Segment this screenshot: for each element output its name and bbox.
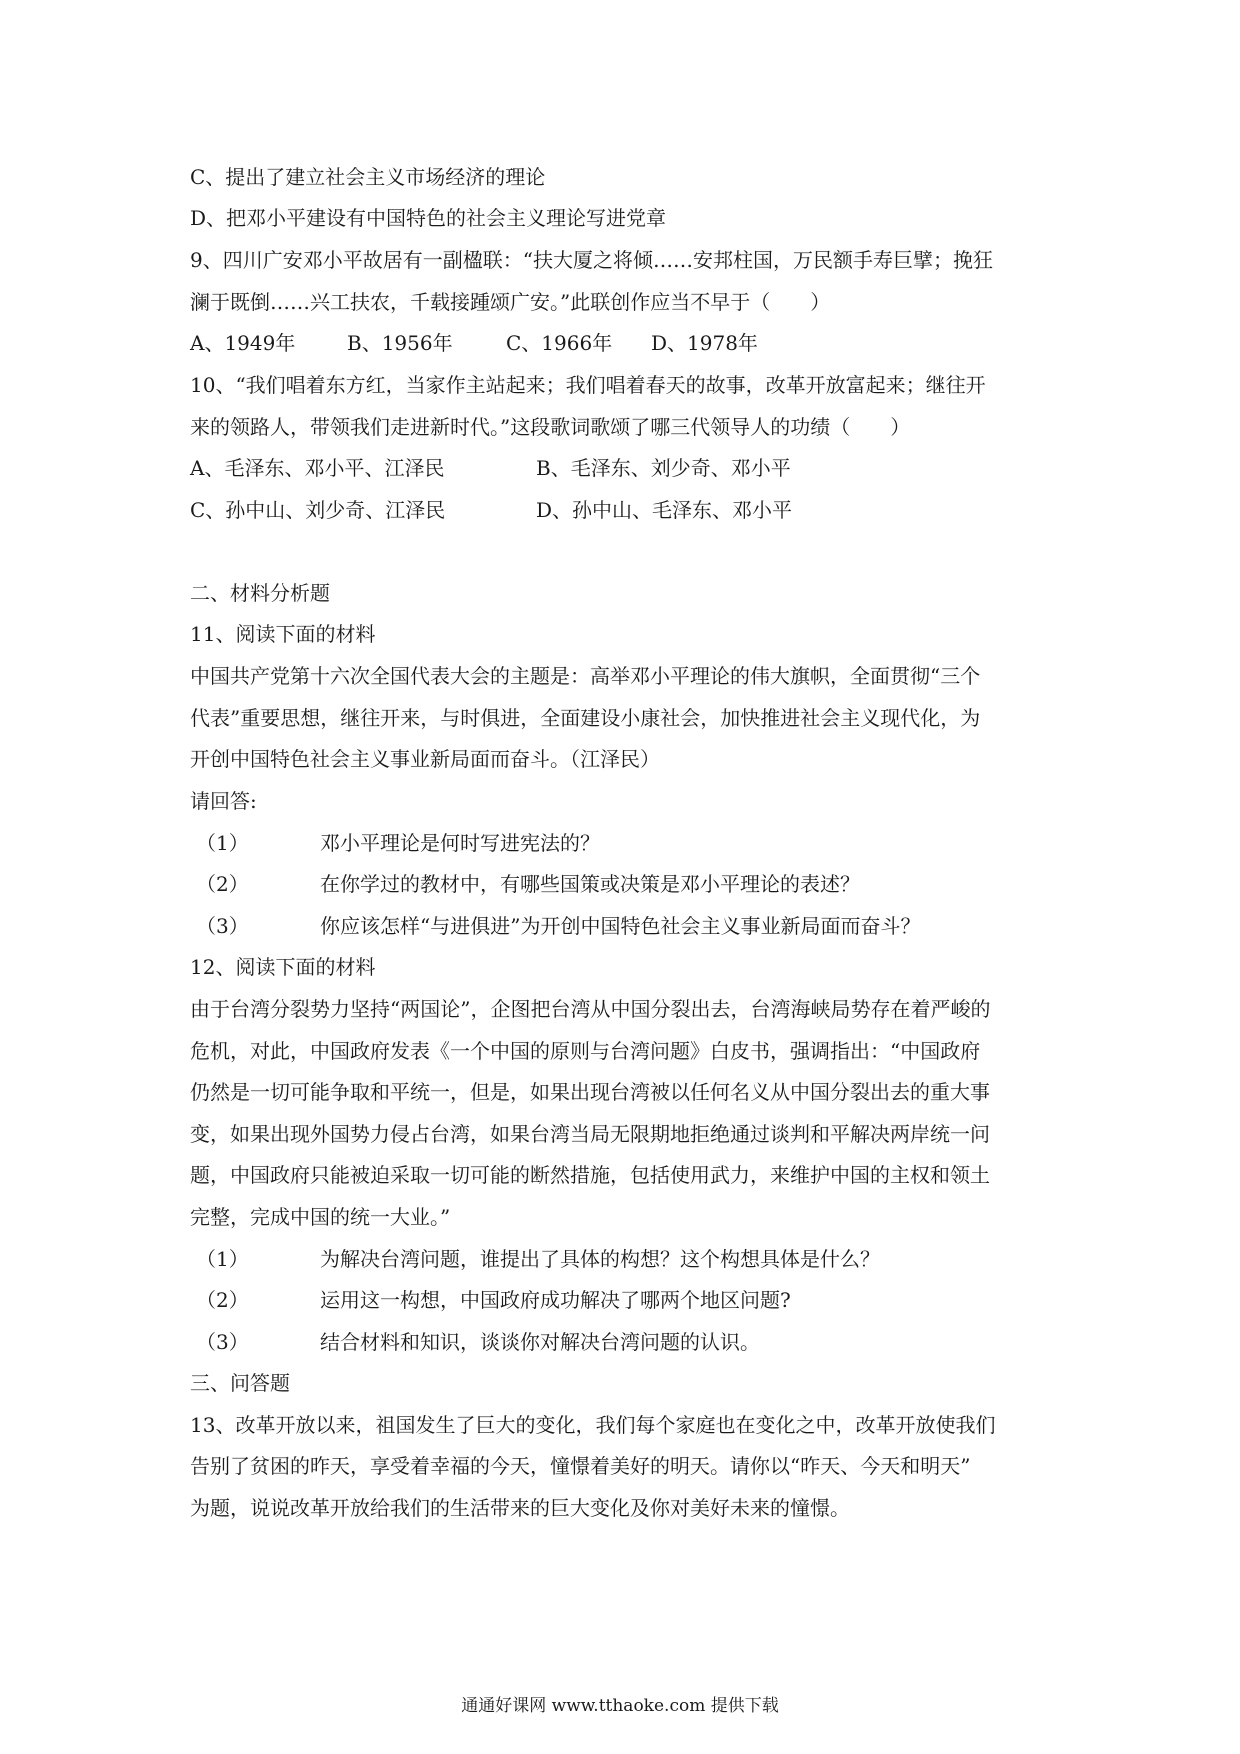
q11-sub3-text: 你应该怎样“与进俱进”为开创中国特色社会主义事业新局面而奋斗？ [320, 914, 921, 938]
q11-sub2-number: （2） [196, 872, 249, 896]
q11-sub1-number: （1） [196, 831, 249, 855]
q11-heading: 11、阅读下面的材料 [190, 622, 376, 646]
q11-material-line3: 开创中国特色社会主义事业新局面而奋斗。（江泽民） [190, 747, 660, 771]
q11-material-line2: 代表”重要思想，继往开来，与时俱进，全面建设小康社会，加快推进社会主义现代化，为 [190, 706, 981, 730]
q10-stem-line1: 10、“我们唱着东方红，当家作主站起来；我们唱着春天的故事，改革开放富起来；继往开 [190, 373, 986, 397]
q12-material-line5: 题，中国政府只能被迫采取一切可能的断然措施，包括使用武力，来维护中国的主权和领土 [190, 1163, 990, 1187]
q12-material-line3: 仍然是一切可能争取和平统一，但是，如果出现台湾被以任何名义从中国分裂出去的重大事 [190, 1080, 990, 1104]
q12-sub1-text: 为解决台湾问题，谁提出了具体的构想？这个构想具体是什么？ [320, 1247, 880, 1271]
q9-option-b: B、1956年 [347, 331, 453, 355]
q10-option-d: D、孙中山、毛泽东、邓小平 [536, 498, 793, 522]
q11-sub3-number: （3） [196, 914, 249, 938]
q13-line3: 为题，说说改革开放给我们的生活带来的巨大变化及你对美好未来的憧憬。 [190, 1496, 850, 1520]
q8-option-d: D、把邓小平建设有中国特色的社会主义理论写进党章 [190, 206, 667, 230]
q9-option-c: C、1966年 [506, 331, 613, 355]
q12-heading: 12、阅读下面的材料 [190, 955, 376, 979]
q10-option-c: C、孙中山、刘少奇、江泽民 [190, 498, 446, 522]
q12-sub3-text: 结合材料和知识，谈谈你对解决台湾问题的认识。 [320, 1330, 760, 1354]
q12-material-line4: 变，如果出现外国势力侵占台湾，如果台湾当局无限期地拒绝通过谈判和平解决两岸统一问 [190, 1122, 990, 1146]
q11-material-line1: 中国共产党第十六次全国代表大会的主题是：高举邓小平理论的伟大旗帜，全面贯彻“三个 [190, 664, 981, 688]
q9-stem-line2: 澜于既倒……兴工扶农，千载接踵颂广安。”此联创作应当不早于（ ） [190, 290, 831, 314]
q9-stem-line1: 9、四川广安邓小平故居有一副楹联：“扶大厦之将倾……安邦柱国，万民额手寿巨擘；挽狂 [190, 248, 993, 272]
q11-sub2-text: 在你学过的教材中，有哪些国策或决策是邓小平理论的表述？ [320, 872, 860, 896]
page-footer: 通通好课网 www.tthaoke.com 提供下载 [461, 1696, 779, 1716]
q12-sub2-number: （2） [196, 1288, 249, 1312]
q9-option-a: A、1949年 [190, 331, 296, 355]
q12-sub1-number: （1） [196, 1247, 249, 1271]
q12-sub3-number: （3） [196, 1330, 249, 1354]
q12-sub2-text: 运用这一构想，中国政府成功解决了哪两个地区问题? [320, 1288, 791, 1312]
section2-title: 二、材料分析题 [190, 581, 330, 605]
q13-line1: 13、改革开放以来，祖国发生了巨大的变化，我们每个家庭也在变化之中，改革开放使我们 [190, 1413, 996, 1437]
q8-option-c: C、提出了建立社会主义市场经济的理论 [190, 165, 546, 189]
section3-title: 三、问答题 [190, 1371, 290, 1395]
q11-sub1-text: 邓小平理论是何时写进宪法的？ [320, 831, 600, 855]
q10-stem-line2: 来的领路人，带领我们走进新时代。”这段歌词歌颂了哪三代领导人的功绩（ ） [190, 415, 911, 439]
q12-material-line1: 由于台湾分裂势力坚持“两国论”，企图把台湾从中国分裂出去，台湾海峡局势存在着严峻的 [190, 997, 991, 1021]
q11-prompt: 请回答: [190, 789, 257, 813]
q12-material-line2: 危机，对此，中国政府发表《一个中国的原则与台湾问题》白皮书，强调指出：“中国政府 [190, 1039, 981, 1063]
q13-line2: 告别了贫困的昨天，享受着幸福的今天，憧憬着美好的明天。请你以“昨天、今天和明天” [190, 1454, 971, 1478]
q10-option-a: A、毛泽东、邓小平、江泽民 [190, 456, 445, 480]
q10-option-b: B、毛泽东、刘少奇、邓小平 [536, 456, 791, 480]
q12-material-line6: 完整，完成中国的统一大业。” [190, 1205, 451, 1229]
q9-option-d: D、1978年 [651, 331, 758, 355]
